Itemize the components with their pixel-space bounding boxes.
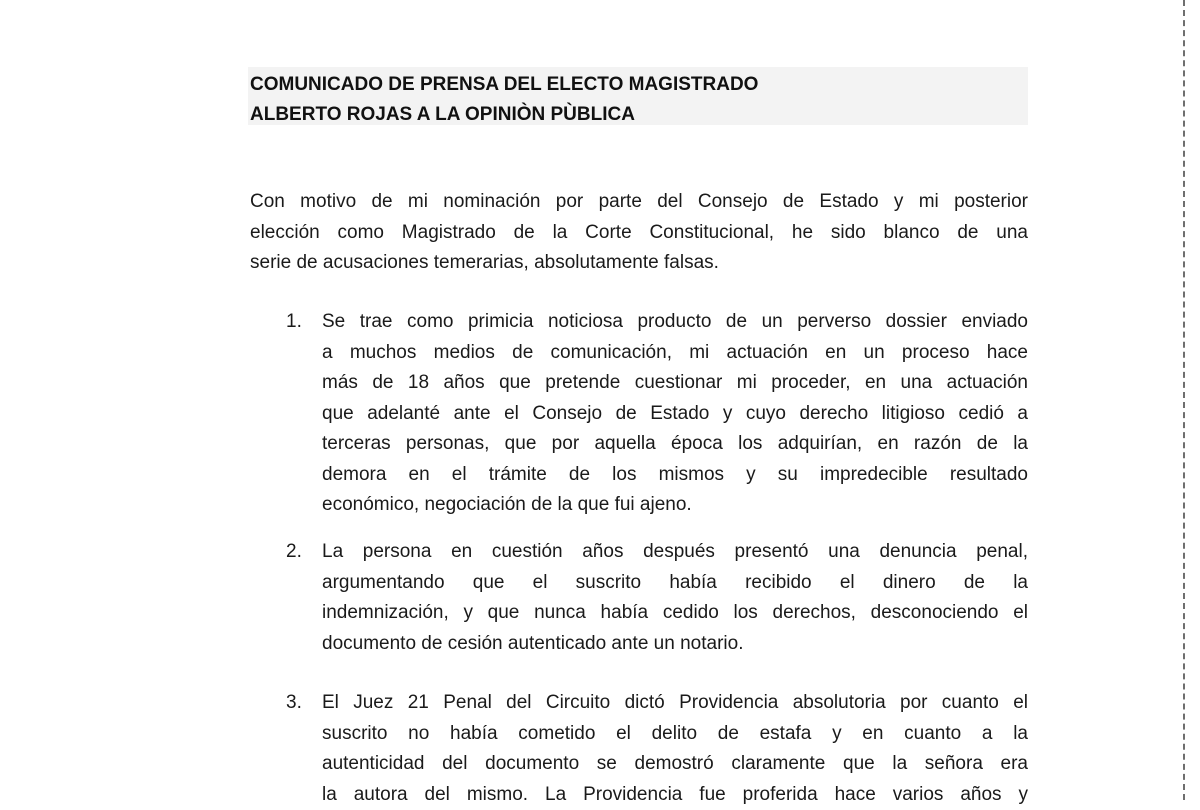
paragraph-line: la autora del mismo. La Providencia fue proferida hace varios años y	[322, 780, 1028, 810]
list-item-text	[322, 537, 1028, 659]
paragraph-line: serie de acusaciones temerarias, absolutamente falsas.	[250, 248, 1028, 279]
title-line: ALBERTO ROJAS A LA OPINIÒN PÙBLICA	[250, 100, 1020, 130]
paragraph-line: argumentando que el suscrito había recibido el dinero de la	[322, 568, 1028, 599]
list-item-number: 1.	[286, 307, 316, 338]
page-border-dashed	[1183, 0, 1185, 800]
paragraph-line: a muchos medios de comunicación, mi actuación en un proceso hace	[322, 338, 1028, 369]
paragraph-line: La persona en cuestión años después presentó una denuncia penal,	[322, 537, 1028, 568]
intro-paragraph	[250, 187, 1028, 279]
paragraph-line: documento de cesión autenticado ante un notario.	[322, 629, 1028, 660]
paragraph-line: El Juez 21 Penal del Circuito dictó Providencia absolutoria por cuanto el	[322, 688, 1028, 719]
list-item-number: 2.	[286, 537, 316, 568]
paragraph-line: terceras personas, que por aquella época los adquirían, en razón de la	[322, 429, 1028, 460]
list-item-text	[322, 688, 1028, 810]
list-item-number: 3.	[286, 688, 316, 719]
paragraph-line: que adelanté ante el Consejo de Estado y cuyo derecho litigioso cedió a	[322, 399, 1028, 430]
paragraph-line: Con motivo de mi nominación por parte del Consejo de Estado y mi posterior	[250, 187, 1028, 218]
paragraph-line: demora en el trámite de los mismos y su impredecible resultado	[322, 460, 1028, 491]
paragraph-line: indemnización, y que nunca había cedido los derechos, desconociendo el	[322, 598, 1028, 629]
paragraph-line: elección como Magistrado de la Corte Constitucional, he sido blanco de una	[250, 218, 1028, 249]
document-title	[250, 70, 1020, 130]
paragraph-line: autenticidad del documento se demostró claramente que la señora era	[322, 749, 1028, 780]
paragraph-line: Se trae como primicia noticiosa producto de un perverso dossier enviado	[322, 307, 1028, 338]
paragraph-line: económico, negociación de la que fui ajeno.	[322, 490, 1028, 521]
paragraph-line: más de 18 años que pretende cuestionar mi proceder, en una actuación	[322, 368, 1028, 399]
paragraph-line: suscrito no había cometido el delito de estafa y en cuanto a la	[322, 719, 1028, 750]
title-line: COMUNICADO DE PRENSA DEL ELECTO MAGISTRADO	[250, 70, 1020, 100]
list-item-text	[322, 307, 1028, 521]
